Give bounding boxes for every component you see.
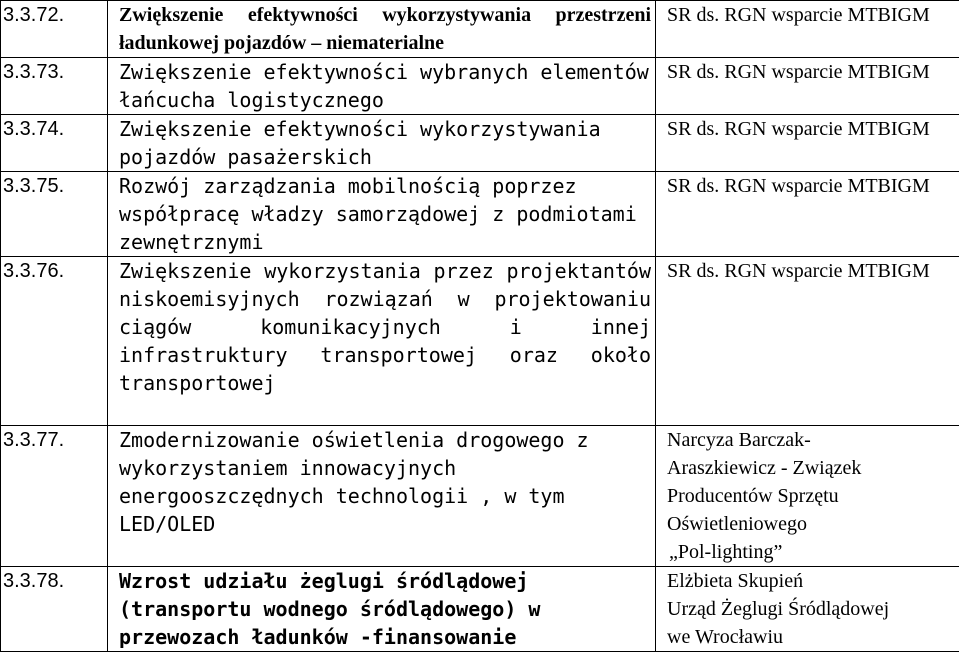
item-number: 3.3.77. (1, 426, 108, 567)
item-title-text: Zwiększenie wykorzystania przez projektantów niskoemisyjnych rozwiązań w projektowaniu ciągów komunikacyjnych i innej infrastruktury transportowej oraz około transportowej (119, 257, 651, 397)
table-row (1, 1, 959, 58)
responsible-line: „Pol-lighting” (667, 538, 959, 566)
responsible-line: Narcyza Barczak- (667, 426, 959, 454)
item-number: 3.3.76. (1, 257, 108, 426)
item-responsible: SR ds. RGN wsparcie MTBIGM (656, 58, 959, 115)
table-row (1, 58, 959, 115)
table-row (1, 115, 959, 172)
item-title: Zwiększenie efektywności wykorzystywania pojazdów pasażerskich (108, 115, 656, 172)
item-number: 3.3.73. (1, 58, 108, 115)
responsible-line: Oświetleniowego (667, 510, 959, 538)
item-number: 3.3.74. (1, 115, 108, 172)
table-row (1, 172, 959, 257)
table-row (1, 426, 959, 567)
responsible-line: we Wrocławiu (667, 623, 959, 651)
item-responsible (656, 426, 959, 567)
responsible-line: Urząd Żeglugi Śródlądowej (667, 595, 959, 623)
responsible-line: Producentów Sprzętu (667, 482, 959, 510)
responsible-line: Elżbieta Skupień (667, 567, 959, 595)
item-title: Zmodernizowanie oświetlenia drogowego z wykorzystaniem innowacyjnych energooszczędnych technologii , w tym LED/OLED (108, 426, 656, 567)
item-title (108, 257, 656, 426)
item-title: Zwiększenie efektywności wybranych elementów łańcucha logistycznego (108, 58, 656, 115)
table-row (1, 567, 959, 652)
item-responsible: SR ds. RGN wsparcie MTBIGM (656, 257, 959, 426)
responsible-line: Araszkiewicz - Związek (667, 454, 959, 482)
item-responsible: SR ds. RGN wsparcie MTBIGM (656, 115, 959, 172)
item-responsible: SR ds. RGN wsparcie MTBIGM (656, 172, 959, 257)
item-title: Wzrost udziału żeglugi śródlądowej (transportu wodnego śródlądowego) w przewozach ładunków -finansowanie (108, 567, 656, 652)
item-title: Zwiększenie efektywności wykorzystywania przestrzeni ładunkowej pojazdów – niematerialne (108, 1, 656, 58)
item-responsible: SR ds. RGN wsparcie MTBIGM (656, 1, 959, 58)
table-row (1, 257, 959, 426)
item-number: 3.3.78. (1, 567, 108, 652)
item-number: 3.3.75. (1, 172, 108, 257)
item-title: Rozwój zarządzania mobilnością poprzez współpracę władzy samorządowej z podmiotami zewnętrznymi (108, 172, 656, 257)
item-number: 3.3.72. (1, 1, 108, 58)
item-responsible (656, 567, 959, 652)
